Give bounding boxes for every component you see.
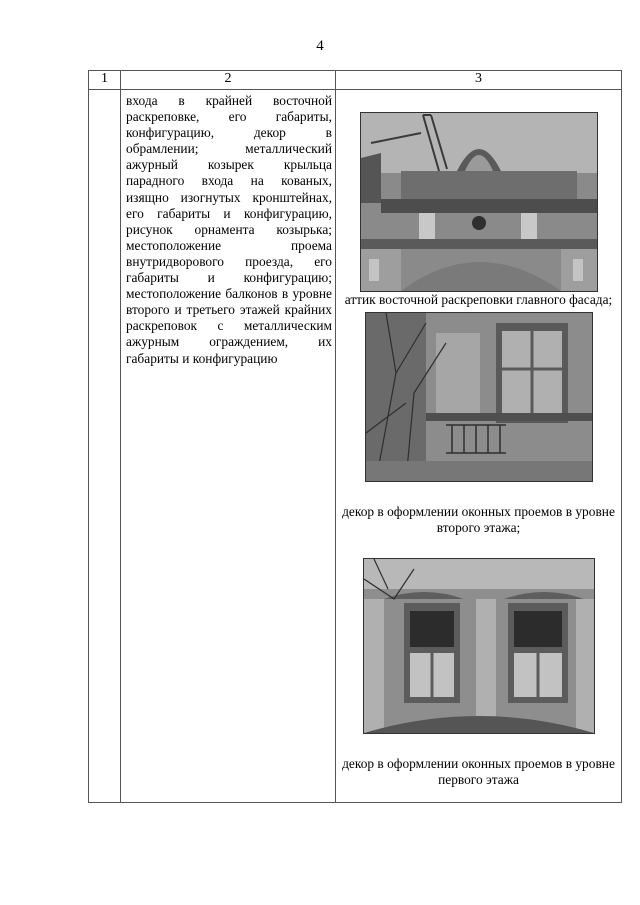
header-col-3: 3 [336, 71, 622, 90]
second-floor-windows-caption: декор в оформлении оконных проемов в уровне второго этажа; [342, 504, 615, 535]
page-number: 4 [316, 38, 324, 54]
cell-col-1 [89, 90, 121, 803]
header-col-2: 2 [121, 71, 336, 90]
description-text: входа в крайней восточной раскреповке, его габариты, конфигурацию, декор в обрамлении; металлический ажурный козырек крыльца парадного входа на кованых, изящно изогнутых кронштейнах, его габариты и конфигурацию, рисунок орнамента козырька; местоположение проема внутридворового проезда, его габариты и конфигурацию; местоположение балконов в уровне второго и третьего этажей крайних раскреповок с металлическим ажурным ограждением, их габариты и конфигурацию [126, 93, 332, 366]
attic-photo [360, 112, 598, 292]
attic-photo-caption: аттик восточной раскреповки главного фасада; [344, 292, 613, 307]
first-floor-windows-photo [363, 558, 595, 734]
second-floor-windows-photo [365, 312, 593, 482]
cell-col-3 [336, 90, 622, 803]
header-col-1: 1 [89, 71, 121, 90]
first-floor-windows-caption: декор в оформлении оконных проемов в уровне первого этажа [342, 756, 615, 787]
table-header-row [89, 71, 622, 90]
cell-col-2 [121, 90, 336, 803]
monument-description-table [88, 70, 622, 803]
table-body-row [89, 90, 622, 803]
